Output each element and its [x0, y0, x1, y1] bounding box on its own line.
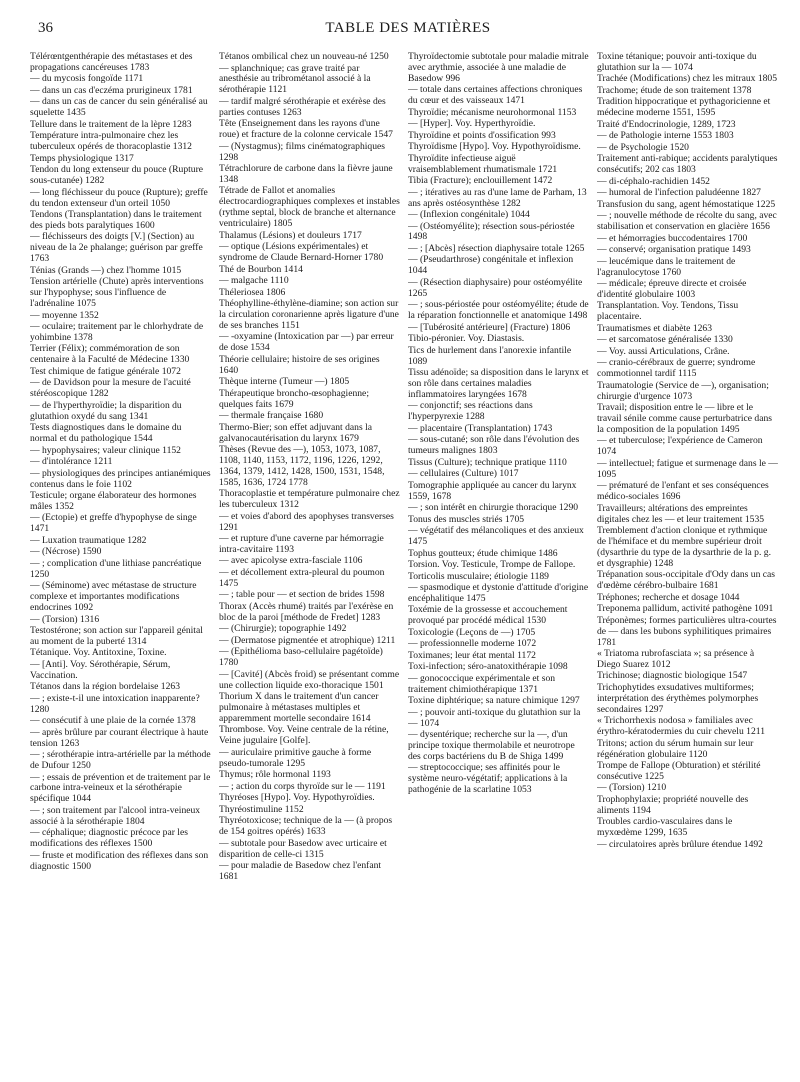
index-entry: — [Tubérosité antérieure] (Fracture) 1806 [408, 321, 571, 333]
index-entry: Toxicologie (Leçons de —) 1705 [408, 626, 536, 638]
index-entry: — moyenne 1352 [30, 309, 99, 321]
index-entry: Ténias (Grands —) chez l'homme 1015 [30, 264, 182, 276]
index-entry: — du mycosis fongoïde 1171 [30, 73, 144, 85]
index-entry: — ; itératives au ras d'une lame de Parham, 13 ans après ostéosynthèse 1282 [408, 186, 587, 209]
index-entry: Transplantation. Voy. Tendons, Tissu placentaire. [597, 300, 739, 323]
index-entry: — et rupture d'une caverne par hémorragie intra-cavitaire 1193 [219, 533, 384, 555]
index-entry: Thyroïdine et points d'ossification 993 [408, 129, 556, 141]
index-entry: — et décollement extra-pleural du poumon 1475 [219, 566, 385, 589]
index-entry: Thyroïdite infectieuse aiguë vraisemblablement rhumatismale 1721 [408, 152, 558, 175]
index-entry: — gonococcique expérimentale et son traitement chimiothérapique 1371 [408, 672, 556, 695]
index-entry: Trichinose; diagnostic biologique 1547 [597, 670, 748, 682]
index-entry: Torsion. Voy. Testicule, Trompe de Fallope. [408, 559, 576, 570]
index-entry: Tophus goutteux; étude chimique 1486 [408, 547, 558, 559]
index-entry: — après brûlure par courant électrique à haute tension 1263 [30, 726, 209, 749]
index-entry: Thyréoses [Hypo]. Voy. Hypothyroïdies. [219, 792, 375, 804]
index-entry: — ; son intérêt en chirurgie thoracique 1290 [408, 502, 579, 514]
index-entry: — Voy. aussi Articulations, Crâne. [597, 345, 730, 357]
index-entry: — (Chirurgie); topographie 1492 [219, 623, 347, 635]
index-entry: — et hémorragies buccodentaires 1700 [597, 232, 748, 244]
index-entry: — optique (Lésions expérimentales) et syndrome de Claude Bernard-Horner 1780 [219, 241, 384, 264]
index-entry: — avec apicolyse extra-fasciale 1106 [219, 555, 363, 567]
index-entry: Thyréotoxicose; technique de la — (à propos de 154 goitres opérés) 1633 [219, 815, 393, 838]
index-entry: — (Nystagmus); films cinématographiques 1298 [219, 140, 385, 163]
index-entry: — placentaire (Transplantation) 1743 [408, 422, 553, 434]
index-entry: Tétanos ombilical chez un nouveau-né 1250 [219, 52, 389, 62]
index-entry: Théleriosea 1806 [219, 286, 286, 298]
index-entry: — (Epithélioma baso-cellulaire pagétoïde) 1780 [219, 646, 383, 669]
index-entry: — ; essais de prévention et de traitement par le carbone intra-veineux et la sérothérapie spécifique 1044 [30, 771, 211, 805]
index-entry: Test chimique de fatigue générale 1072 [30, 365, 181, 377]
index-entry: — ; nouvelle méthode de récolte du sang, avec stabilisation et conservation en glacière 1656 [597, 210, 777, 233]
index-entry: — circulatoires après brûlure étendue 1492 [597, 838, 763, 850]
index-entry: — dans un cas de cancer du sein généralisé au squelette 1435 [30, 96, 208, 119]
index-entry: — de Pathologie interne 1553 1803 [597, 130, 734, 142]
index-entry: — de l'hyperthyroïdie; la disparition du glutathion oxydé du sang 1341 [30, 399, 182, 422]
index-entry: Thorium X dans le traitement d'un cancer pulmonaire à métastases multiples et apparemment mortelle secondaire 1614 [219, 691, 379, 724]
index-entry: — végétatif des mélancoliques et des anxieux 1475 [408, 525, 584, 547]
index-entry: — tardif malgré sérothérapie et exérèse des parties contuses 1263 [219, 95, 386, 118]
index-entry: — (Pseudarthrose) congénitale et inflexion 1044 [408, 254, 574, 277]
index-entry: Trépanation sous-occipitale d'Ody dans un cas d'œdème cérébro-bulbaire 1681 [597, 569, 776, 592]
index-entry: Treponema pallidum, activité pathogène 1091 [597, 603, 774, 615]
running-title: TABLE DES MATIÈRES [325, 20, 491, 36]
index-entry: — cranio-cérébraux de guerre; syndrome commotionnel tardif 1115 [597, 357, 756, 380]
index-entry: — ; action du corps thyroïde sur le — 1191 [219, 780, 386, 792]
index-entry: — di-céphalo-rachidien 1452 [597, 175, 710, 187]
index-entry: — et tuberculose; l'expérience de Cameron 1074 [597, 435, 763, 458]
index-entry: — (Résection diaphysaire) pour ostéomyélite 1265 [408, 276, 583, 299]
index-entry: Tremblement d'action clonique et rythmique de l'hémiface et du membre supérieur droit (dysarthrie du type de la dysarthrie de la p. g. et dysgraphie) 1248 [597, 525, 771, 569]
index-entry: Thoracoplastie et température pulmonaire chez les tuberculeux 1312 [219, 488, 400, 511]
index-entry: Tradition hippocratique et pythagoricienne et médecine moderne 1551, 1595 [597, 96, 771, 119]
index-entry: — malgache 1110 [219, 275, 289, 287]
index-entry: Tellure dans le traitement de la lèpre 1283 [30, 118, 192, 130]
index-entry: Thorax (Accès rhumé) traités par l'exérèse en bloc de la paroi [méthode de Fredet] 1283 [219, 600, 394, 623]
index-entry: — d'intolérance 1211 [30, 456, 113, 468]
index-entry: — professionnelle moderne 1072 [408, 638, 537, 650]
index-entry: — (Inflexion congénitale) 1044 [408, 209, 530, 221]
index-entry: Théophylline-éthylène-diamine; son action sur la circulation coronarienne après ligature d'une de ses branches 1151 [219, 298, 399, 331]
index-entry: Trompe de Fallope (Obturation) et stérilité consécutive 1225 [597, 760, 761, 782]
index-entry: Thyroïdectomie subtotale pour maladie mitrale avec arythmie, associée à une maladie de Basedow 996 [408, 52, 589, 84]
index-entry: Torticolis musculaire; étiologie 1189 [408, 570, 549, 582]
index-entry: — [Cavité] (Abcès froid) se présentant comme une collection liquide exo-thoracique 1501 [219, 668, 400, 691]
index-entry: Thyroïdie; mécanisme neurohormonal 1153 [408, 106, 577, 118]
index-entry: Température intra-pulmonaire chez les tuberculeux opérés de thoracoplastie 1312 [30, 130, 192, 153]
index-entry: Toxi-infection; séro-anatoxithérapie 1098 [408, 661, 568, 673]
index-columns [30, 52, 786, 883]
index-entry: Transfusion du sang, agent hémostatique 1225 [597, 198, 776, 210]
index-entry: Tibia (Fracture); enclouillement 1472 [408, 175, 553, 187]
index-entry: Traité d'Endocrinologie, 1289, 1723 [597, 118, 736, 130]
index-entry: Trichophytides exsudatives multiformes; interprétation des érythèmes polymorphes secondaires 1297 [597, 681, 759, 715]
index-entry: — (Torsion) 1210 [597, 782, 667, 794]
index-entry: Toximanes; leur état mental 1172 [408, 649, 536, 661]
index-entry: Temps physiologique 1317 [30, 152, 134, 164]
index-entry: — ; complication d'une lithiase pancréatique 1250 [30, 557, 202, 580]
index-entry: — humoral de l'infection paludéenne 1827 [597, 187, 761, 199]
page-number: 36 [38, 20, 53, 36]
index-entry: Thèses (Revue des —), 1053, 1073, 1087, 1108, 1140, 1153, 1172, 1196, 1226, 1292, 1364, 1379, 1412, 1428, 1500, 1531, 1548, 1585, 1636, 1724 1778 [219, 444, 385, 488]
index-entry: — physiologiques des principes antianémiques contenus dans le foie 1102 [30, 467, 211, 490]
index-entry: Traumatismes et diabète 1263 [597, 322, 713, 334]
index-entry: — Luxation traumatique 1282 [30, 534, 147, 546]
index-entry: — ; son traitement par l'alcool intra-veineux associé à la sérothérapie 1804 [30, 804, 201, 827]
index-entry: Tête (Enseignement dans les rayons d'une roue) et fracture de la colonne cervicale 1547 [219, 118, 393, 141]
index-entry: Tétrachlorure de carbone dans la fièvre jaune 1348 [219, 163, 393, 185]
index-entry: Thérapeutique broncho-œsophagienne; quelques faits 1679 [219, 387, 369, 410]
index-entry: — hypophysaires; valeur clinique 1152 [30, 444, 181, 456]
index-entry: — et sarcomatose généralisée 1330 [597, 334, 733, 346]
index-entry: Tissus (Culture); technique pratique 1110 [408, 456, 567, 468]
index-entry: — ; pouvoir anti-toxique du glutathion sur la — 1074 [408, 706, 581, 729]
index-column-2 [219, 52, 400, 883]
index-column-4 [597, 52, 778, 883]
index-entry: « Trichorrhexis nodosa » familiales avec érythro-kératodermies du cuir chevelu 1211 [597, 715, 766, 738]
index-entry: Travail; disposition entre le — libre et le travail sénile comme cause perturbatrice dans la composition de la population 1495 [597, 402, 773, 435]
index-entry: Tendons (Transplantation) dans le traitement des pieds bots paralytiques 1600 [30, 209, 202, 231]
index-entry: Thalamus (Lésions) et douleurs 1717 [219, 229, 362, 241]
index-entry: — (Ectopie) et greffe d'hypophyse de singe 1471 [30, 512, 197, 535]
index-entry: Tréponèmes; formes particulières ultra-courtes de — dans les bubons syphilitiques primaires 1781 [597, 614, 777, 648]
index-entry: Travailleurs; altérations des empreintes digitales chez les — et leur traitement 1535 [597, 502, 765, 525]
index-entry: — et voies d'abord des apophyses transverses 1291 [219, 510, 394, 533]
index-entry: — ; [Abcès] résection diaphysaire totale 1265 [408, 242, 585, 254]
index-entry: Tibio-péronier. Voy. Diastasis. [408, 333, 525, 345]
index-entry: — conservé; organisation pratique 1493 [597, 244, 751, 256]
index-entry: — dysentérique; recherche sur la —, d'un principe toxique thermolabile et neurotrope des corps bactériens du B de Shiga 1499 [408, 729, 575, 762]
page-header [30, 18, 786, 40]
index-entry: Télérœntgenthérapie des métastases et des propagations cancéreuses 1783 [30, 52, 193, 73]
index-entry: Testostérone; son action sur l'appareil génital au moment de la puberté 1314 [30, 625, 203, 647]
index-entry: Troubles cardio-vasculaires dans le myxœdème 1299, 1635 [597, 816, 733, 839]
index-entry: Tendon du long extenseur du pouce (Rupture sous-cutanée) 1282 [30, 164, 204, 187]
index-entry: Tétanique. Voy. Antitoxine, Toxine. [30, 647, 167, 659]
index-entry: — (Nécrose) 1590 [30, 546, 102, 558]
index-entry: — ; sous-périostée pour ostéomyélite; étude de la réparation fonctionnelle et anatomique 1498 [408, 299, 589, 322]
index-entry: Thrombose. Voy. Veine centrale de la rétine, Veine jugulaire [Golfe]. [219, 724, 389, 747]
index-entry: Thyroïdisme [Hypo]. Voy. Hypothyroïdisme. [408, 141, 581, 153]
index-entry: — de Davidson pour la mesure de l'acuité stéréoscopique 1282 [30, 377, 191, 400]
index-entry: Trachome; étude de son traitement 1378 [597, 84, 752, 96]
index-entry: Trophophylaxie; propriété nouvelle des aliments 1194 [597, 793, 749, 816]
index-entry: — pour maladie de Basedow chez l'enfant 1681 [219, 860, 382, 882]
index-entry: — consécutif à une plaie de la cornée 1378 [30, 715, 196, 727]
index-entry: Tests diagnostiques dans le domaine du normal et du pathologique 1544 [30, 422, 182, 445]
index-entry: — de Psychologie 1520 [597, 141, 689, 153]
index-entry: — conjonctif; ses réactions dans l'hyperpyrexie 1288 [408, 400, 533, 423]
index-entry: — (Torsion) 1316 [30, 613, 100, 625]
index-entry: — fruste et modification des réflexes dans son diagnostic 1500 [30, 849, 209, 872]
index-entry: — splanchnique; cas grave traité par anesthésie au tribrométanol associé à la sérothérapie 1121 [219, 62, 371, 96]
index-entry: — médicale; épreuve directe et croisée d'identité globulaire 1003 [597, 278, 747, 300]
index-entry: Traitement anti-rabique; accidents paralytiques consécutifs; 202 cas 1803 [597, 153, 778, 176]
index-entry: — [Hyper]. Voy. Hyperthyroïdie. [408, 118, 536, 130]
index-entry: — oculaire; traitement par le chlorhydrate de yohimbine 1378 [30, 321, 204, 343]
index-entry: Traumatologie (Service de —), organisation; chirurgie d'urgence 1073 [597, 379, 769, 402]
index-entry: — -oxyamine (Intoxication par —) par erreur de dose 1534 [219, 331, 394, 354]
index-entry: Toxémie de la grossesse et accouchement provoqué par procédé médical 1530 [408, 604, 568, 627]
index-entry: Thymus; rôle hormonal 1193 [219, 769, 331, 781]
index-entry: — ; existe-t-il une intoxication inapparente? 1280 [30, 692, 200, 715]
index-entry: — dans un cas d'eczéma prurigineux 1781 [30, 84, 193, 96]
index-entry: — spasmodique et dystonie d'attitude d'origine encéphalitique 1475 [408, 582, 589, 604]
index-entry: — céphalique; diagnostic précoce par les modifications des réflexes 1500 [30, 827, 188, 850]
index-entry: Tétanos dans la région bordelaise 1263 [30, 681, 180, 693]
index-entry: — thermale française 1680 [219, 410, 324, 422]
index-entry: — long fléchisseur du pouce (Rupture); greffe du tendon extenseur d'un orteil 1050 [30, 186, 208, 209]
index-entry: Tension artérielle (Chute) après interventions sur l'hypophyse; sous l'influence de l'adrénaline 1075 [30, 276, 204, 310]
index-entry: — ; table pour — et section de brides 1598 [219, 589, 385, 601]
index-entry: Thèque interne (Tumeur —) 1805 [219, 376, 350, 388]
index-entry: Théorie cellulaire; histoire de ses origines 1640 [219, 353, 380, 376]
index-entry: — (Séminome) avec métastase de structure complexe et importantes modifications endocrines 1092 [30, 580, 197, 614]
index-entry: Tomographie appliquée au cancer du larynx 1559, 1678 [408, 479, 577, 502]
index-entry: — (Ostéomyélite); résection sous-périostée 1498 [408, 220, 575, 243]
index-entry: — intellectuel; fatigue et surmenage dans le — 1095 [597, 457, 778, 480]
index-entry: Terrier (Félix); commémoration de son centenaire à la Faculté de Médecine 1330 [30, 343, 190, 366]
index-entry: — totale dans certaines affections chroniques du cœur et des vaisseaux 1471 [408, 84, 583, 107]
index-entry: — [Anti]. Voy. Sérothérapie, Sérum, Vaccination. [30, 658, 171, 681]
index-entry: — (Dermatose pigmentée et atrophique) 1211 [219, 634, 396, 646]
index-entry: Testicule; organe élaborateur des hormones mâles 1352 [30, 490, 197, 512]
index-entry: Trachée (Modifications) chez les mitraux 1805 [597, 73, 778, 85]
index-entry: Tonus des muscles striés 1705 [408, 513, 525, 525]
index-entry: Thermo-Bier; son effet adjuvant dans la galvanocautérisation du larynx 1679 [219, 421, 373, 444]
index-entry: Tissu adénoïde; sa disposition dans le larynx et son rôle dans certaines maladies inflammatoires laryngées 1678 [408, 367, 589, 400]
index-column-1 [30, 52, 211, 883]
index-column-3 [408, 52, 589, 883]
index-entry: — cellulaires (Culture) 1017 [408, 468, 519, 480]
index-entry: — prématuré de l'enfant et ses conséquences médico-sociales 1696 [597, 480, 769, 503]
index-entry: — streptococcique; ses affinités pour le système neuro-végétatif; applications à la pathogénie de la scarlatine 1053 [408, 762, 568, 796]
index-entry: Tics de hurlement dans l'anorexie infantile 1089 [408, 344, 572, 367]
index-entry: — ; sérothérapie intra-artérielle par la méthode de Dufour 1250 [30, 749, 211, 772]
index-entry: « Triatoma rubrofasciata »; sa présence à Diego Suarez 1012 [597, 648, 755, 670]
index-entry: Thé de Bourbon 1414 [219, 263, 303, 275]
index-entry: Tétrade de Fallot et anomalies électrocardiographiques complexes et instables (rythme septal, block de branche et alternance ventriculaire) 1805 [219, 185, 400, 230]
index-entry: Toxine tétanique; pouvoir anti-toxique du glutathion sur la — 1074 [597, 52, 757, 73]
index-entry: — leucémique dans le traitement de l'agranulocytose 1760 [597, 255, 736, 278]
index-entry: — subtotale pour Basedow avec urticaire et disparition de celle-ci 1315 [219, 837, 387, 860]
index-entry: — sous-cutané; son rôle dans l'évolution des tumeurs malignes 1803 [408, 434, 580, 457]
index-entry: Toxine diphtérique; sa nature chimique 1297 [408, 695, 580, 707]
index-entry: Thyréostimuline 1152 [219, 803, 304, 815]
index-entry: — auriculaire primitive gauche à forme pseudo-tumorale 1295 [219, 746, 372, 769]
index-entry: Tréphones; recherche et dosage 1044 [597, 591, 740, 603]
index-entry: — fléchisseurs des doigts [V.] (Section) au niveau de la 2e phalange; guérison par greffe 1763 [30, 231, 203, 265]
index-entry: Tritons; action du sérum humain sur leur régénération globulaire 1120 [597, 737, 754, 760]
